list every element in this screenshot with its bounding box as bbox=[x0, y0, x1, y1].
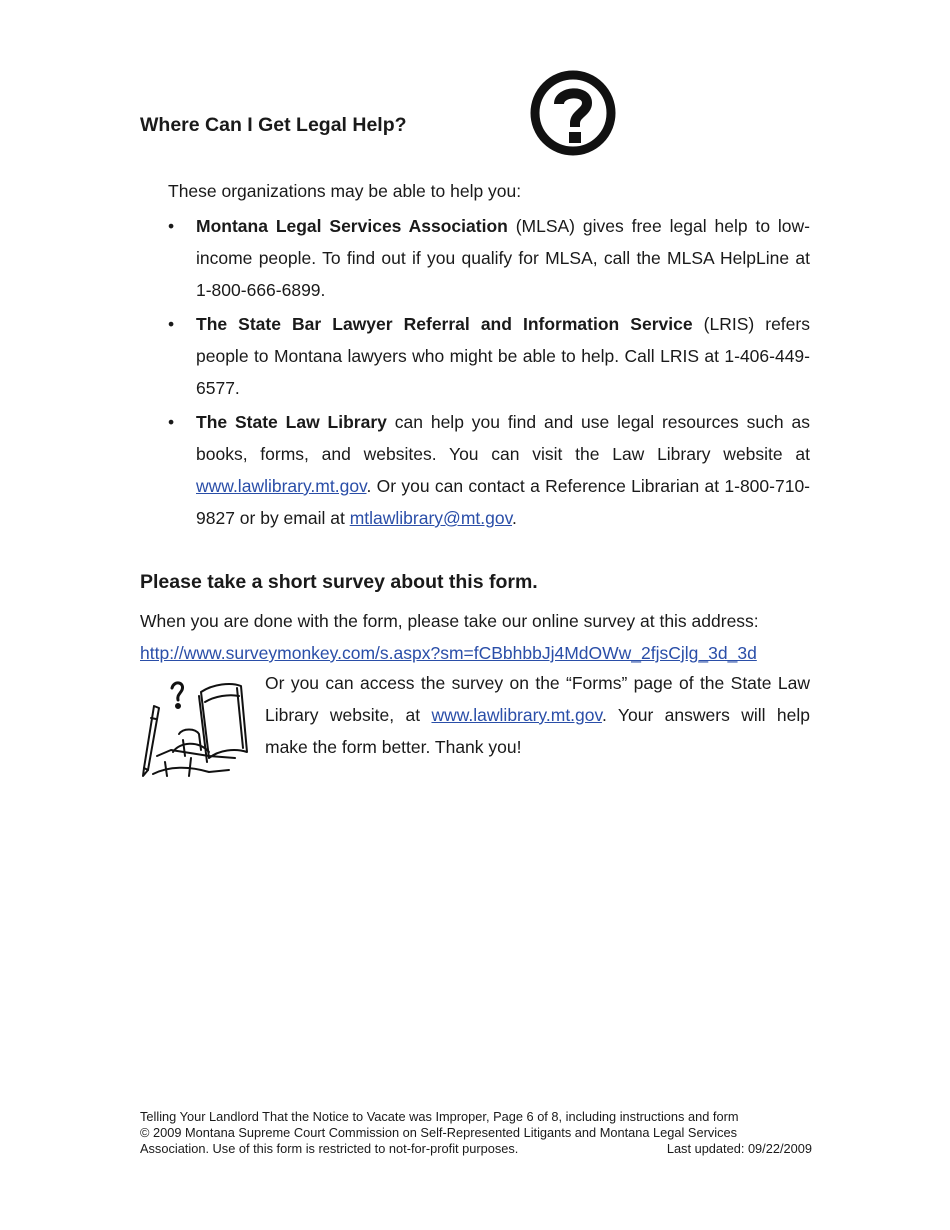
org-name: The State Law Library bbox=[196, 412, 387, 432]
bullet: • bbox=[168, 216, 175, 236]
survey-alternative bbox=[265, 667, 810, 763]
list-item bbox=[168, 210, 810, 306]
footer-line-2: © 2009 Montana Supreme Court Commission on Self-Represented Litigants and Montana Legal Services bbox=[140, 1125, 737, 1140]
org-description-cont: . Or you can contact a Reference Librarian at 1-800-710-9827 or by email at bbox=[196, 476, 810, 528]
thinking-person-icon bbox=[139, 678, 251, 780]
law-library-link[interactable]: www.lawlibrary.mt.gov bbox=[196, 476, 367, 496]
survey-heading: Please take a short survey about this form. bbox=[140, 571, 538, 593]
survey-law-library-link[interactable]: www.lawlibrary.mt.gov bbox=[431, 705, 602, 725]
footer-line-1: Telling Your Landlord That the Notice to Vacate was Improper, Page 6 of 8, including instructions and form bbox=[140, 1109, 739, 1124]
org-name: The State Bar Lawyer Referral and Information Service bbox=[196, 314, 693, 334]
organization-list bbox=[168, 210, 810, 536]
list-item bbox=[168, 308, 810, 404]
footer-line-3-row bbox=[140, 1141, 812, 1157]
list-item bbox=[168, 406, 810, 534]
bullet: • bbox=[168, 314, 175, 334]
org-description: (LRIS) refers people to Montana lawyers who might be able to help. Call LRIS at 1-406-449-6577. bbox=[196, 314, 810, 398]
bullet: • bbox=[168, 412, 175, 432]
email-link[interactable]: mtlawlibrary@mt.gov bbox=[349, 508, 513, 528]
org-name: Montana Legal Services Association bbox=[196, 216, 508, 236]
last-updated: Last updated: 09/22/2009 bbox=[666, 1141, 812, 1156]
page-footer bbox=[140, 1109, 812, 1157]
survey-intro bbox=[140, 605, 820, 669]
intro-text: These organizations may be able to help you: bbox=[168, 181, 522, 201]
survey-alt-text: Or you can access the survey on the “Forms” page of the State Law Library website, at bbox=[265, 673, 810, 725]
org-description: can help you find and use legal resources such as books, forms, and websites. You can visit the Law Library website at bbox=[196, 412, 810, 464]
survey-url-link[interactable]: http://www.surveymonkey.com/s.aspx?sm=fCBbhbbJj4MdOWw_2fjsCjlg_3d_3d bbox=[140, 643, 757, 663]
question-circle-icon bbox=[529, 69, 617, 157]
org-description: (MLSA) gives free legal help to low-income people. To find out if you qualify for MLSA, call the MLSA HelpLine at 1-800-666-6899. bbox=[196, 216, 811, 300]
survey-alt-text-end: . Your answers will help make the form better. Thank you! bbox=[265, 705, 810, 757]
org-description-end: . bbox=[512, 508, 517, 528]
page-heading: Where Can I Get Legal Help? bbox=[140, 114, 407, 136]
footer-line-3: Association. Use of this form is restricted to not-for-profit purposes. bbox=[140, 1141, 519, 1156]
survey-intro-text: When you are done with the form, please take our online survey at this address: bbox=[140, 611, 759, 631]
